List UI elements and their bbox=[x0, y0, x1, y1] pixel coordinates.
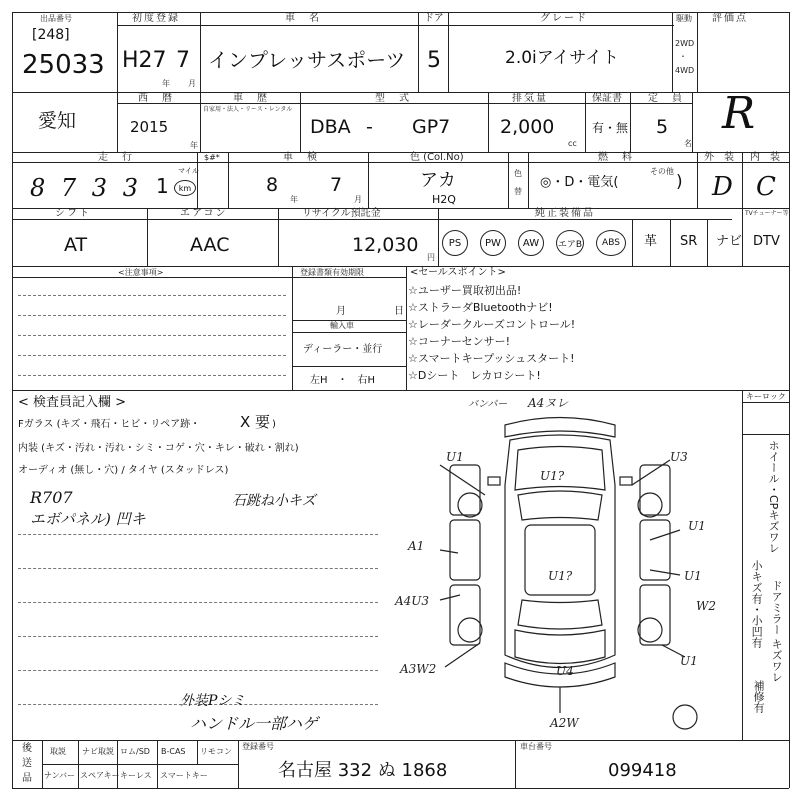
hand-note-5: ハンドル一部ハゲ bbox=[190, 714, 319, 733]
chassis-label: 車台番号 bbox=[520, 742, 552, 751]
grade: 2.0iアイサイト bbox=[505, 48, 620, 68]
fuel: ◎・D・電気( bbox=[540, 175, 619, 190]
import-handle: 左H ・ 右H bbox=[310, 375, 376, 386]
model-code-label: 型 式 bbox=[375, 93, 411, 104]
post-item-bcas: B-CAS bbox=[161, 747, 186, 756]
mark-u1-right-front: U1 bbox=[688, 519, 706, 533]
docs-label: 登録書類有効期限 bbox=[300, 268, 364, 277]
model-name: インプレッサスポーツ bbox=[208, 48, 406, 72]
first-reg-month: 7 bbox=[176, 48, 190, 73]
reg-number: 名古屋 332 ぬ 1868 bbox=[278, 760, 448, 781]
recycle-value: 12,030 bbox=[352, 234, 419, 256]
equip-navi: ナビ bbox=[716, 234, 743, 249]
inspector-glass-close: ) bbox=[272, 419, 276, 430]
inspection-label: 車 検 bbox=[283, 152, 319, 163]
color-change-1: 色 bbox=[514, 169, 522, 178]
inspector-glass-mark: X 要 bbox=[240, 413, 271, 431]
equip-ps: PS bbox=[442, 230, 468, 256]
mark-a1: A1 bbox=[408, 539, 425, 553]
post-label-2: 送 bbox=[22, 758, 32, 769]
tuner-label: TVチューナー等 bbox=[745, 210, 789, 217]
legend-1: ホイール・CPキズワレ bbox=[767, 440, 781, 554]
mark-a3w2: A3W2 bbox=[400, 662, 437, 676]
lot-number: 25033 bbox=[22, 50, 105, 80]
lot-label: 出品番号 bbox=[40, 14, 72, 23]
inspector-audio: オーディオ (無し・穴) / タイヤ (スタッドレス) bbox=[18, 465, 229, 476]
mark-u1-right-rear: U1 bbox=[684, 569, 702, 583]
hand-note-4: 外装Pシミ bbox=[180, 693, 246, 709]
mark-u1-roof: U1? bbox=[548, 569, 573, 583]
exterior-grade: D bbox=[712, 172, 733, 202]
capacity: 5 bbox=[656, 116, 669, 138]
fuel-other: その他 bbox=[650, 167, 674, 176]
capacity-unit: 名 bbox=[684, 139, 692, 148]
post-item-smart-key: スマートキー bbox=[160, 771, 208, 780]
mark-a4-wet: A4ヌレ bbox=[528, 396, 569, 410]
reg-label: 登録番号 bbox=[242, 742, 274, 751]
history-note: 自家用・法人・リース・レンタル bbox=[203, 106, 293, 113]
inspection-month: 7 bbox=[330, 174, 343, 196]
inspector-glass: Fガラス (キズ・飛石・ヒビ・リペア跡・ bbox=[18, 419, 201, 430]
equip-abs: ABS bbox=[596, 230, 626, 256]
mileage-label: 走 行 bbox=[98, 152, 134, 163]
mark-w2: W2 bbox=[696, 599, 716, 613]
mark-a4u3: A4U3 bbox=[395, 594, 430, 608]
selling-point-5: ☆スマートキープッシュスタート! bbox=[408, 352, 575, 365]
interior-label: 内 装 bbox=[750, 152, 780, 163]
drive-2wd: 2WD bbox=[675, 39, 695, 48]
selling-label: <セールスポイント> bbox=[410, 267, 506, 278]
import-dealer: ディーラー・並行 bbox=[303, 344, 383, 355]
equipment-label: 純正装備品 bbox=[535, 208, 595, 219]
region: 愛知 bbox=[38, 110, 77, 132]
equip-leather: 革 bbox=[644, 234, 658, 249]
selling-point-3: ☆レーダークルーズコントロール! bbox=[408, 318, 576, 331]
west-year: 2015 bbox=[130, 118, 169, 136]
post-label-1: 後 bbox=[22, 743, 32, 754]
ss-label: $#* bbox=[204, 153, 220, 162]
lot-sub: [248] bbox=[32, 27, 70, 43]
docs-month: 月 bbox=[336, 306, 346, 317]
chassis-number: 099418 bbox=[608, 760, 677, 781]
inspection-year: 8 bbox=[266, 174, 279, 196]
mark-a2w: A2W bbox=[550, 716, 579, 730]
color-code: H2Q bbox=[432, 193, 456, 206]
ac: AAC bbox=[190, 234, 230, 256]
post-item-remote: リモコン bbox=[200, 747, 232, 756]
west-year-unit: 年 bbox=[190, 141, 198, 150]
warranty: 有・無 bbox=[592, 121, 629, 135]
month-unit: 月 bbox=[188, 79, 196, 88]
post-item-keyless: キーレス bbox=[120, 771, 152, 780]
displacement: 2,000 bbox=[500, 116, 555, 138]
post-label-3: 品 bbox=[22, 773, 32, 784]
car-damage-diagram bbox=[395, 395, 740, 740]
first-reg-era-year: H27 bbox=[122, 48, 167, 73]
doors: 5 bbox=[427, 48, 441, 73]
drive-dot: ・ bbox=[679, 52, 687, 61]
post-item-spare-key: スペアキー bbox=[80, 771, 120, 780]
interior-grade: C bbox=[756, 172, 776, 202]
legend-3: 小キズ有・小凹有 bbox=[750, 560, 764, 648]
post-item-rom-sd: ロム/SD bbox=[120, 747, 150, 756]
hand-note-3: 石跳ね小キズ bbox=[232, 493, 316, 509]
capacity-label: 定 員 bbox=[648, 93, 684, 104]
mileage-value: 8 7 3 3 bbox=[30, 174, 142, 202]
inspection-month-unit: 月 bbox=[354, 195, 362, 204]
fuel-close: ) bbox=[676, 172, 683, 192]
equip-aw: AW bbox=[518, 230, 544, 256]
mark-u3: U3 bbox=[670, 450, 688, 464]
history-label: 車 歴 bbox=[233, 93, 269, 104]
doors-label: ドア bbox=[424, 13, 444, 24]
color-change-2: 替 bbox=[514, 187, 522, 196]
caution-label: <注意事項> bbox=[118, 268, 164, 277]
model-code: GP7 bbox=[412, 116, 451, 138]
color-label: 色 (Col.No) bbox=[410, 152, 464, 163]
fuel-label: 燃 料 bbox=[598, 152, 634, 163]
equip-dtv: DTV bbox=[753, 234, 780, 249]
equip-pw: PW bbox=[480, 230, 506, 256]
year-unit: 年 bbox=[162, 79, 170, 88]
warranty-label: 保証書 bbox=[592, 93, 622, 104]
model-code-dash: - bbox=[366, 116, 373, 138]
grade-label: グレード bbox=[540, 13, 588, 24]
mark-u4: U4 bbox=[556, 664, 574, 678]
import-label: 輸入車 bbox=[330, 321, 354, 330]
score-label: 評価点 bbox=[712, 13, 748, 24]
key-lock-label: キーロック bbox=[746, 392, 786, 401]
west-year-label: 西 暦 bbox=[138, 93, 174, 104]
yen-unit: 円 bbox=[427, 253, 435, 262]
hand-note-1: R707 bbox=[30, 488, 73, 507]
mileage-tail: 1 bbox=[156, 174, 169, 198]
inspector-title: < 検査員記入欄 > bbox=[18, 395, 127, 410]
shift: AT bbox=[64, 234, 88, 256]
first-reg-label: 初度登録 bbox=[132, 13, 180, 24]
selling-point-4: ☆コーナーセンサー! bbox=[408, 335, 511, 348]
selling-point-6: ☆Dシート レカロシート! bbox=[408, 369, 541, 382]
mark-bumper: バンパー bbox=[468, 399, 508, 410]
displacement-label: 排気量 bbox=[512, 93, 548, 104]
legend-2: ドアミラー キズワレ bbox=[770, 580, 784, 683]
inspector-interior: 内装 (キズ・汚れ・汚れ・シミ・コゲ・穴・キレ・破れ・割れ) bbox=[18, 443, 299, 454]
shift-label: シフト bbox=[55, 208, 91, 219]
mark-u1-hood: U1? bbox=[540, 469, 565, 483]
post-item-navi-manual: ナビ取説 bbox=[82, 747, 114, 756]
post-item-manual: 取説 bbox=[50, 747, 66, 756]
ac-label: エアコン bbox=[180, 208, 228, 219]
docs-day: 日 bbox=[394, 306, 404, 317]
km-unit: km bbox=[174, 180, 196, 196]
exterior-label: 外 装 bbox=[704, 152, 734, 163]
color: アカ bbox=[420, 170, 456, 191]
selling-point-1: ☆ユーザー買取初出品! bbox=[408, 284, 522, 297]
mark-u1-front-left: U1 bbox=[446, 450, 464, 464]
equip-sr: SR bbox=[680, 234, 698, 249]
selling-point-2: ☆ストラーダBluetoothナビ! bbox=[408, 301, 553, 314]
drive-label: 駆動 bbox=[676, 14, 692, 23]
cc-unit: cc bbox=[568, 139, 577, 148]
legend-4: 補修有 bbox=[752, 680, 766, 713]
score-value: R bbox=[722, 88, 756, 139]
model-code-prefix: DBA bbox=[310, 116, 351, 138]
mile-unit: マイル bbox=[178, 167, 199, 175]
post-item-plate: ナンバー bbox=[44, 771, 76, 780]
inspection-year-unit: 年 bbox=[290, 195, 298, 204]
mark-u1-rear-right: U1 bbox=[680, 654, 698, 668]
recycle-label: リサイクル預託金 bbox=[302, 208, 381, 219]
drive-4wd: 4WD bbox=[675, 66, 695, 75]
hand-note-2: エボパネル) 凹キ bbox=[30, 510, 146, 528]
model-name-label: 車 名 bbox=[285, 13, 321, 24]
equip-airbag: エアB bbox=[556, 230, 584, 256]
